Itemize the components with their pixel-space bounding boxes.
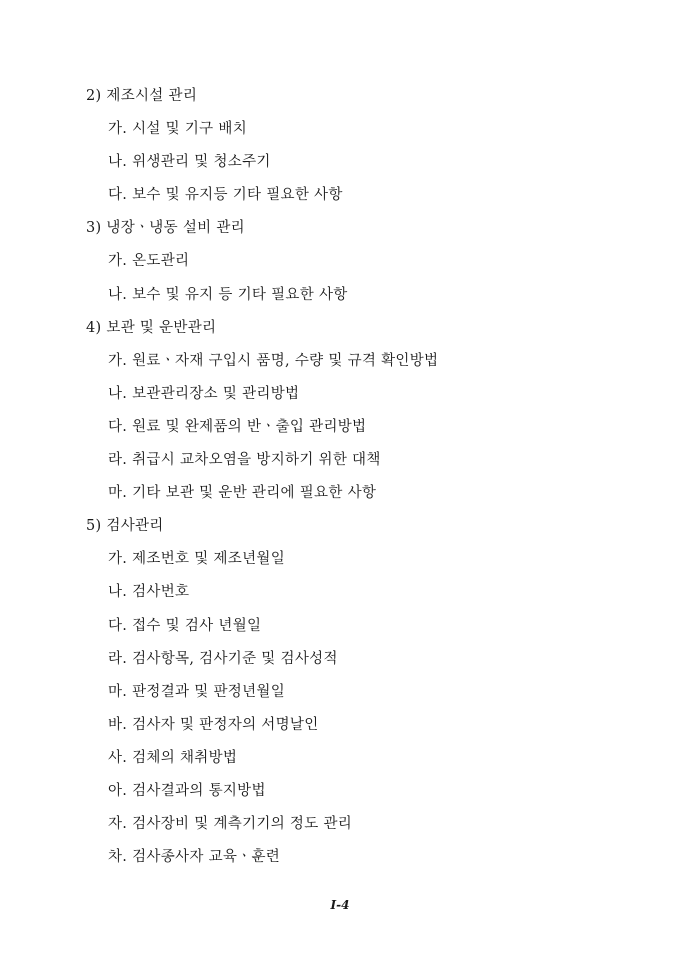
- list-item: 다. 원료 및 완제품의 반ㆍ출입 관리방법: [108, 418, 367, 435]
- list-item: 가. 원료ㆍ자재 구입시 품명, 수량 및 규격 확인방법: [108, 352, 439, 369]
- list-item: 마. 판정결과 및 판정년월일: [108, 683, 286, 700]
- list-item: 가. 제조번호 및 제조년월일: [108, 551, 286, 568]
- page-number: I-4: [330, 898, 350, 912]
- list-item: 차. 검사종사자 교육ㆍ훈련: [108, 849, 281, 866]
- section-heading: 3) 냉장ㆍ냉동 설비 관리: [86, 220, 245, 237]
- list-item: 다. 보수 및 유지등 기타 필요한 사항: [108, 187, 343, 204]
- section-heading: 5) 검사관리: [86, 518, 164, 535]
- section-heading: 4) 보관 및 운반관리: [86, 319, 217, 336]
- list-item: 나. 검사번호: [108, 584, 190, 601]
- list-item: 라. 검사항목, 검사기준 및 검사성적: [108, 650, 338, 667]
- list-item: 나. 보수 및 유지 등 기타 필요한 사항: [108, 286, 348, 303]
- list-item: 라. 취급시 교차오염을 방지하기 위한 대책: [108, 452, 381, 469]
- list-item: 나. 위생관리 및 청소주기: [108, 154, 271, 171]
- list-item: 바. 검사자 및 판정자의 서명날인: [108, 716, 319, 733]
- list-item: 사. 검체의 채취방법: [108, 749, 238, 766]
- list-item: 나. 보관관리장소 및 관리방법: [108, 385, 300, 402]
- list-item: 자. 검사장비 및 계측기기의 정도 관리: [108, 816, 353, 833]
- outline-list: [86, 84, 646, 878]
- list-item: 가. 시설 및 기구 배치: [108, 121, 248, 138]
- list-item: 아. 검사결과의 통지방법: [108, 782, 266, 799]
- list-item: 마. 기타 보관 및 운반 관리에 필요한 사항: [108, 485, 377, 502]
- list-item: 가. 온도관리: [108, 253, 190, 270]
- section-heading: 2) 제조시설 관리: [86, 88, 198, 104]
- list-item: 다. 접수 및 검사 년월일: [108, 617, 262, 634]
